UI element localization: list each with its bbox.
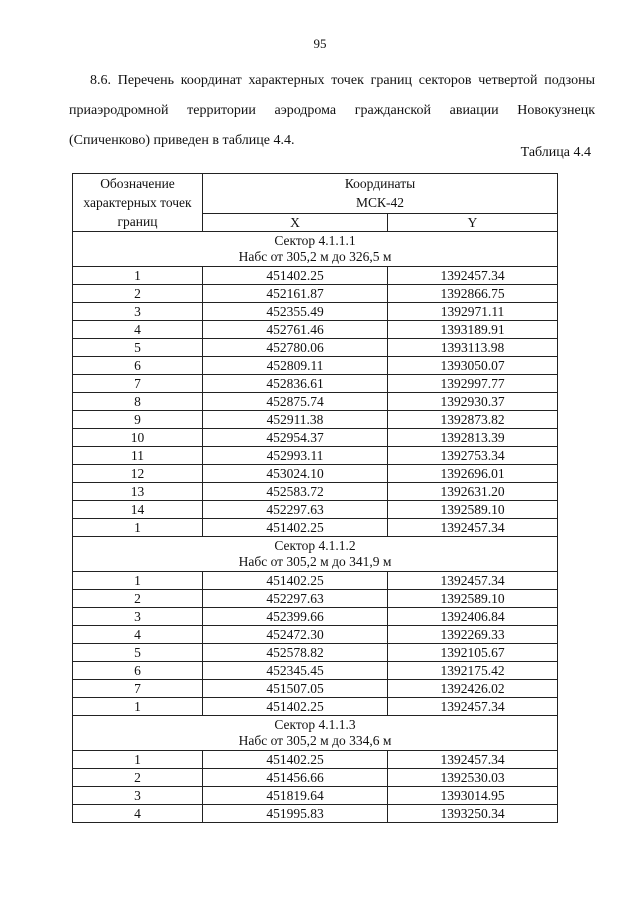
point-number: 1 xyxy=(73,267,203,285)
table-row xyxy=(73,590,558,608)
point-number: 14 xyxy=(73,501,203,519)
y-value: 1392457.34 xyxy=(388,572,558,590)
sector-header xyxy=(73,232,558,267)
y-value: 1392457.34 xyxy=(388,519,558,537)
table-row xyxy=(73,572,558,590)
x-value: 452836.61 xyxy=(203,375,388,393)
coords-header-line1: Координаты xyxy=(203,174,558,194)
point-number: 6 xyxy=(73,662,203,680)
x-value: 452583.72 xyxy=(203,483,388,501)
table-row xyxy=(73,751,558,769)
table-caption: Таблица 4.4 xyxy=(520,145,591,160)
point-number: 1 xyxy=(73,751,203,769)
sector-height: Набс от 305,2 м до 341,9 м xyxy=(238,554,392,569)
x-value: 451819.64 xyxy=(203,787,388,805)
x-value: 451402.25 xyxy=(203,519,388,537)
table-row xyxy=(73,644,558,662)
sector-name: Сектор 4.1.1.1 xyxy=(274,233,356,248)
y-value: 1392866.75 xyxy=(388,285,558,303)
x-value: 452161.87 xyxy=(203,285,388,303)
y-value: 1392457.34 xyxy=(388,267,558,285)
table-row xyxy=(73,447,558,465)
y-value: 1393014.95 xyxy=(388,787,558,805)
table-row xyxy=(73,626,558,644)
table-row xyxy=(73,680,558,698)
x-value: 451402.25 xyxy=(203,267,388,285)
y-value: 1392589.10 xyxy=(388,590,558,608)
x-value: 452954.37 xyxy=(203,429,388,447)
table-row xyxy=(73,698,558,716)
y-value: 1392426.02 xyxy=(388,680,558,698)
table-row xyxy=(73,339,558,357)
x-value: 451402.25 xyxy=(203,572,388,590)
x-value: 452780.06 xyxy=(203,339,388,357)
y-value: 1392696.01 xyxy=(388,465,558,483)
y-value: 1392105.67 xyxy=(388,644,558,662)
table-row xyxy=(73,429,558,447)
table-row xyxy=(73,805,558,823)
y-value: 1392813.39 xyxy=(388,429,558,447)
table-row xyxy=(73,321,558,339)
point-number: 1 xyxy=(73,519,203,537)
y-value: 1392530.03 xyxy=(388,769,558,787)
table-row xyxy=(73,608,558,626)
y-value: 1392997.77 xyxy=(388,375,558,393)
y-value: 1393250.34 xyxy=(388,805,558,823)
table-row xyxy=(73,393,558,411)
sector-header-row xyxy=(73,537,558,572)
point-header: Обозначение характерных точек границ xyxy=(73,174,203,232)
point-number: 7 xyxy=(73,680,203,698)
y-value: 1392269.33 xyxy=(388,626,558,644)
sector-height: Набс от 305,2 м до 326,5 м xyxy=(238,249,392,264)
intro-paragraph: 8.6. Перечень координат характерных точек границ секторов четвертой подзоны приаэродромной территории аэродрома гражданской авиации Новокузнецк (Спиченково) приведен в таблице 4.4. xyxy=(69,73,595,148)
x-value: 453024.10 xyxy=(203,465,388,483)
coords-header-line2: МСК-42 xyxy=(203,193,558,213)
x-value: 452761.46 xyxy=(203,321,388,339)
y-value: 1393050.07 xyxy=(388,357,558,375)
x-value: 452993.11 xyxy=(203,447,388,465)
sector-header xyxy=(73,716,558,751)
y-value: 1392589.10 xyxy=(388,501,558,519)
x-value: 452875.74 xyxy=(203,393,388,411)
y-value: 1392753.34 xyxy=(388,447,558,465)
table-body xyxy=(73,232,558,823)
point-number: 3 xyxy=(73,608,203,626)
y-value: 1392631.20 xyxy=(388,483,558,501)
point-number: 13 xyxy=(73,483,203,501)
x-value: 451402.25 xyxy=(203,751,388,769)
point-number: 5 xyxy=(73,644,203,662)
point-number: 12 xyxy=(73,465,203,483)
point-number: 1 xyxy=(73,572,203,590)
x-value: 452297.63 xyxy=(203,501,388,519)
point-number: 5 xyxy=(73,339,203,357)
page-number: 95 xyxy=(313,36,327,51)
point-number: 4 xyxy=(73,321,203,339)
point-number: 10 xyxy=(73,429,203,447)
point-number: 2 xyxy=(73,769,203,787)
x-value: 452355.49 xyxy=(203,303,388,321)
table-row xyxy=(73,519,558,537)
table-row xyxy=(73,483,558,501)
y-value: 1392457.34 xyxy=(388,698,558,716)
point-number: 4 xyxy=(73,805,203,823)
coordinates-table xyxy=(72,173,558,823)
sector-name: Сектор 4.1.1.2 xyxy=(274,538,356,553)
table-row xyxy=(73,411,558,429)
sector-header-row xyxy=(73,716,558,751)
y-value: 1392457.34 xyxy=(388,751,558,769)
point-number: 6 xyxy=(73,357,203,375)
x-value: 451995.83 xyxy=(203,805,388,823)
sector-header-row xyxy=(73,232,558,267)
x-value: 452472.30 xyxy=(203,626,388,644)
sector-height: Набс от 305,2 м до 334,6 м xyxy=(238,733,392,748)
point-number: 7 xyxy=(73,375,203,393)
table-row xyxy=(73,662,558,680)
point-number: 11 xyxy=(73,447,203,465)
table-row xyxy=(73,465,558,483)
table-row xyxy=(73,501,558,519)
point-number: 3 xyxy=(73,787,203,805)
point-number: 2 xyxy=(73,590,203,608)
x-value: 452809.11 xyxy=(203,357,388,375)
table-row xyxy=(73,357,558,375)
table-row xyxy=(73,267,558,285)
y-value: 1393113.98 xyxy=(388,339,558,357)
point-number: 3 xyxy=(73,303,203,321)
point-number: 8 xyxy=(73,393,203,411)
y-value: 1392873.82 xyxy=(388,411,558,429)
x-header: X xyxy=(203,213,388,231)
x-value: 451402.25 xyxy=(203,698,388,716)
table-row xyxy=(73,303,558,321)
sector-name: Сектор 4.1.1.3 xyxy=(274,717,356,732)
x-value: 452578.82 xyxy=(203,644,388,662)
y-value: 1393189.91 xyxy=(388,321,558,339)
point-number: 4 xyxy=(73,626,203,644)
table-row xyxy=(73,375,558,393)
sector-header xyxy=(73,537,558,572)
y-value: 1392406.84 xyxy=(388,608,558,626)
y-value: 1392930.37 xyxy=(388,393,558,411)
x-value: 452399.66 xyxy=(203,608,388,626)
table-row xyxy=(73,285,558,303)
x-value: 451507.05 xyxy=(203,680,388,698)
point-number: 1 xyxy=(73,698,203,716)
x-value: 452297.63 xyxy=(203,590,388,608)
point-number: 9 xyxy=(73,411,203,429)
table-row xyxy=(73,787,558,805)
table-row xyxy=(73,769,558,787)
y-header: Y xyxy=(388,213,558,231)
x-value: 452911.38 xyxy=(203,411,388,429)
x-value: 451456.66 xyxy=(203,769,388,787)
y-value: 1392175.42 xyxy=(388,662,558,680)
y-value: 1392971.11 xyxy=(388,303,558,321)
point-number: 2 xyxy=(73,285,203,303)
x-value: 452345.45 xyxy=(203,662,388,680)
